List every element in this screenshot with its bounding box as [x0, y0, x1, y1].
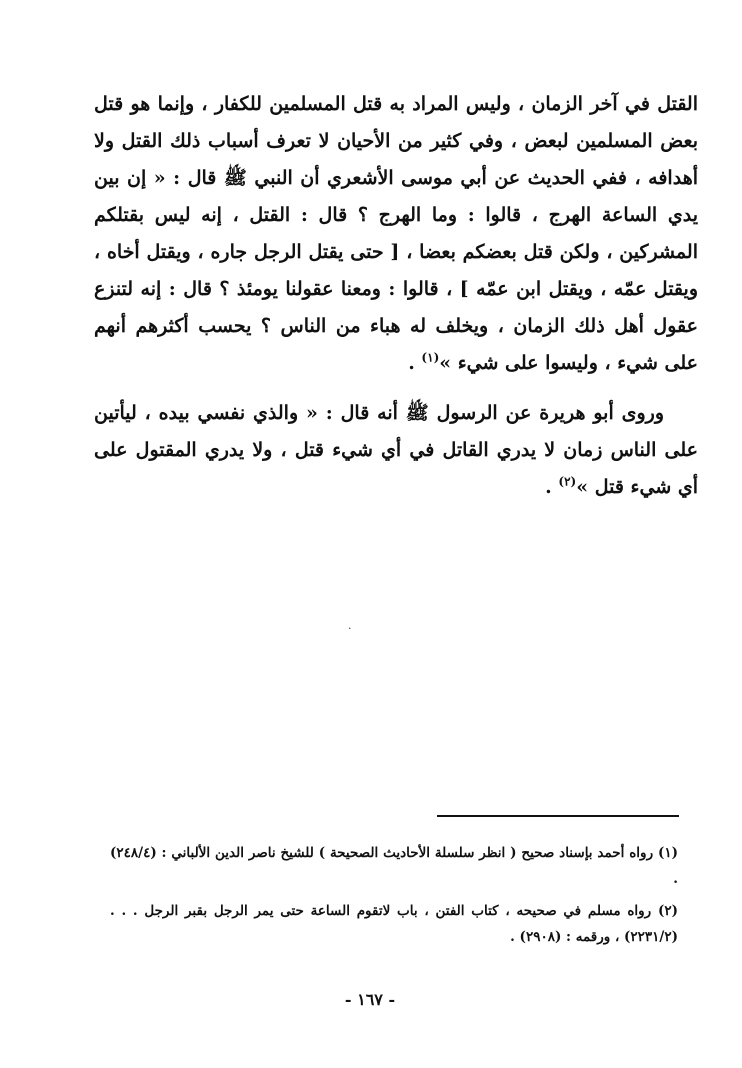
footnote-divider: [437, 815, 679, 817]
paragraph-1-end: .: [408, 352, 422, 374]
footnote-2: (٢) رواه مسلم في صحيحه ، كتاب الفتن ، باب لاتقوم الساعة حتى يمر الرجل بقبر الرجل . . . (٢٢٣١/٢) ، ورقمه : (٢٩٠٨) .: [110, 903, 678, 945]
paragraph-1-text: القتل في آخر الزمان ، وليس المراد به قتل المسلمين للكفار ، وإنما هو قتل بعض المسلمين لبعض ، وفي كثير من الأحيان لا تعرف أسباب ذلك القتل ولا أهدافه ، ففي الحديث عن أبي موسى الأشعري أن النبي ﷺ قال : « إن بين يدي الساعة الهرج ، قالوا : وما الهرج ؟ قال : القتل ، إنه ليس بقتلكم المشركين ، ولكن قتل بعضكم بعضا ، [ حتى يقتل الرجل جاره ، ويقتل أخاه ، ويقتل عمّه ، ويقتل ابن عمّه ] ، قالوا : ومعنا عقولنا يومئذ ؟ قال : إنه لتنزع عقول أهل ذلك الزمان ، ويخلف له هباء من الناس ؟ يحسب أكثرهم أنهم على شيء ، وليسوا على شيء »: [94, 93, 698, 374]
paragraph-2: [94, 395, 698, 506]
footnote-ref-1: (١): [421, 350, 440, 365]
paragraph-2-text: وروى أبو هريرة عن الرسول ﷺ أنه قال : « والذي نفسي بيده ، ليأتين على الناس زمان لا يدري القاتل في أي شيء قتل ، ولا يدري المقتول على أي شيء قتل »: [94, 402, 698, 498]
footnotes: [110, 840, 678, 956]
footnote-1: (١) رواه أحمد بإسناد صحيح ( انظر سلسلة الأحاديث الصحيحة ) للشيخ ناصر الدين الألباني : (٢٤٨/٤) .: [110, 845, 678, 887]
footnote-ref-2: (٢): [558, 474, 577, 489]
page-number: - ١٦٧ -: [344, 990, 396, 1009]
main-text: [94, 86, 698, 506]
paragraph-2-end: .: [545, 476, 559, 498]
paragraph-1: [94, 86, 698, 382]
print-speck: ·: [348, 622, 352, 635]
